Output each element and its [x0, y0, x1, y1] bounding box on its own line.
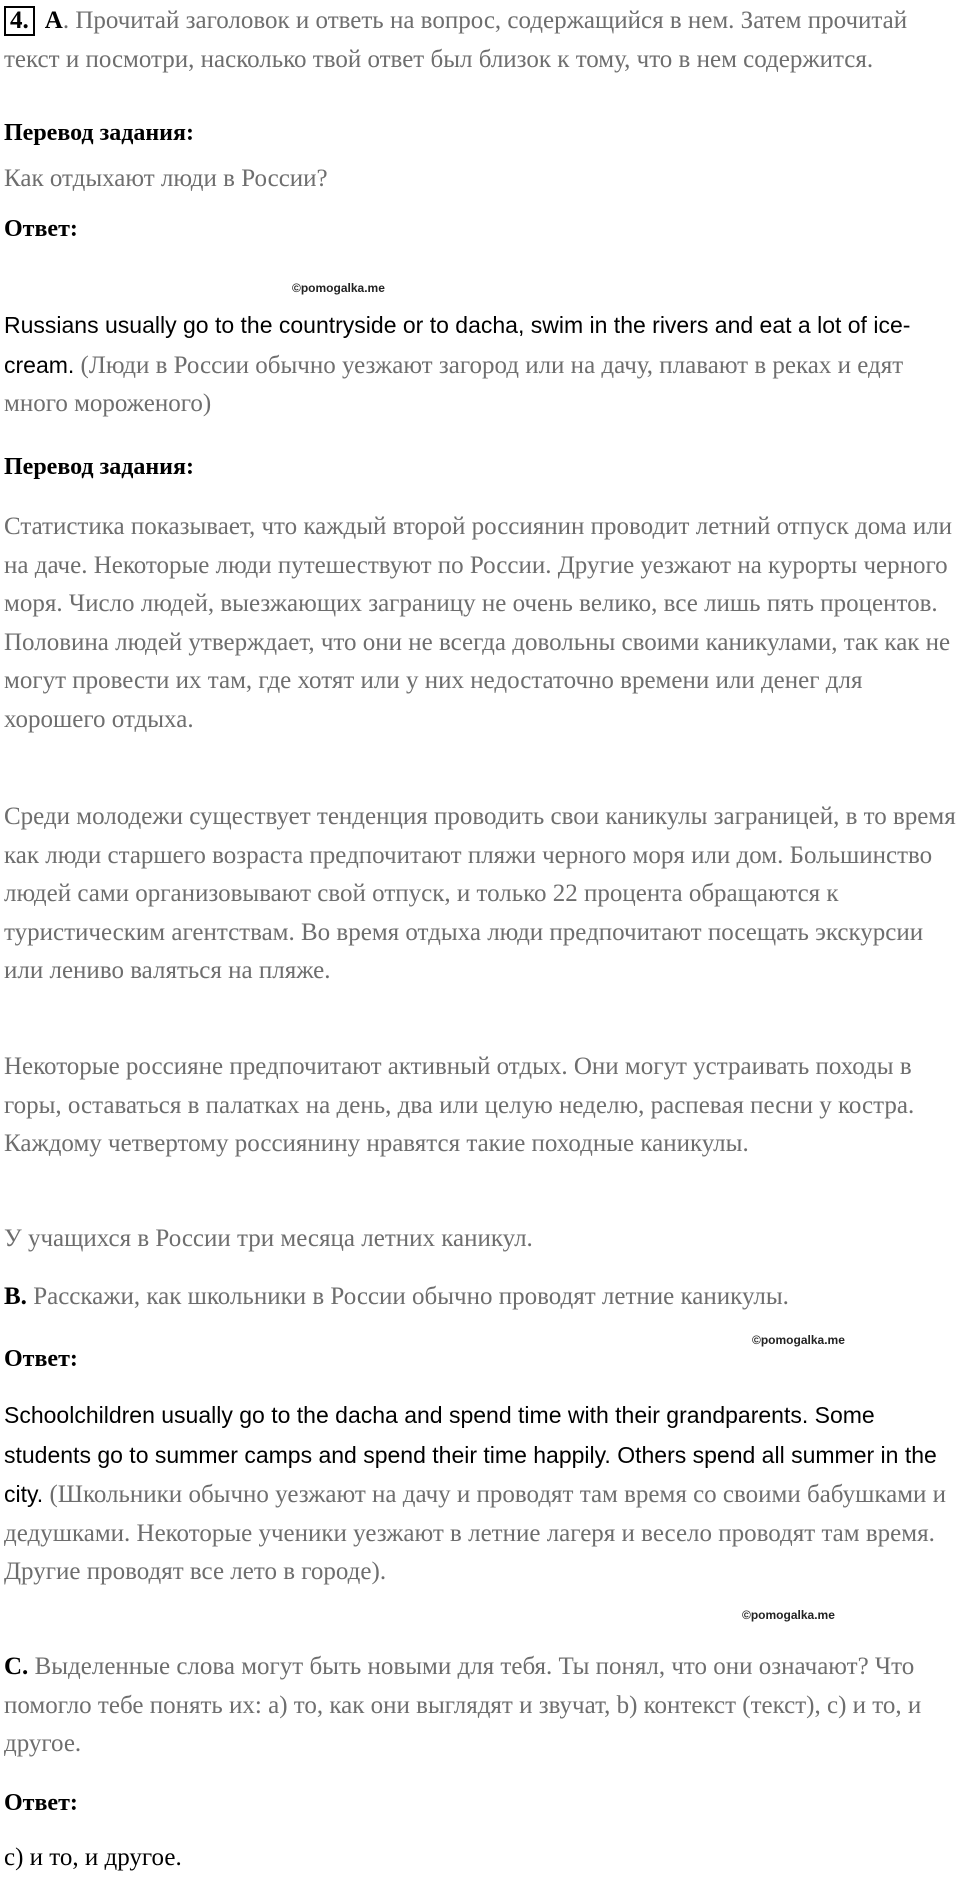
task-a-paragraph — [4, 2, 958, 79]
translation-heading: Перевод задания: — [4, 454, 194, 480]
task-b-paragraph — [4, 1278, 958, 1317]
task-number-box: 4. — [4, 6, 35, 36]
answer-1-russian: (Люди в России обычно уезжают загород или на дачу, плавают в реках и едят много мороженого) — [4, 351, 904, 417]
task-a-letter: A — [44, 7, 63, 34]
watermark: ©pomogalka.me — [292, 281, 385, 295]
text-paragraph: Статистика показывает, что каждый второй россиянин проводит летний отпуск дома или на даче. Некоторые люди путешествуют по России. Другие уезжают на курорты черного моря. Число людей, выезжающих заграницу не очень велико, все лишь пять процентов. Половина людей утверждает, что они не всегда довольны своими каникулами, так как не могут провести их там, где хотят или у них недостаточно времени или денег для хорошего отдыха. — [4, 513, 953, 733]
answer-heading: Ответ: — [4, 1790, 78, 1816]
answer-2-english: Schoolchildren usually go to the dacha and spend time with their grandparents. Some students go to summer camps and spend their time happily. Others spend all summer in the city. — [4, 1402, 937, 1507]
text-paragraph: Некоторые россияне предпочитают активный отдых. Они могут устраивать походы в горы, оставаться в палатках на день, два или целую неделю, распевая песни у костра. Каждому четвертому россиянину нравятся такие походные каникулы. — [4, 1053, 915, 1157]
answer-1-english: Russians usually go to the countryside or to dacha, swim in the rivers and eat a lot of ice-cream. — [4, 312, 911, 378]
task-c-letter: C. — [4, 1653, 29, 1680]
task-c-text: Выделенные слова могут быть новыми для тебя. Ты понял, что они означают? Что помогло тебе понять их: a) то, как они выглядят и звучат, b) контекст (текст), c) и то, и другое. — [4, 1653, 922, 1757]
watermark: ©pomogalka.me — [752, 1333, 845, 1347]
task-b-letter: B. — [4, 1283, 27, 1310]
watermark: ©pomogalka.me — [742, 1608, 835, 1622]
text-paragraph: Среди молодежи существует тенденция проводить свои каникулы заграницей, в то время как люди старшего возраста предпочитают пляжи черного моря или дом. Большинство людей сами организовывают свой отпуск, и только 22 процента обращаются к туристическим агентствам. Во время отдыха люди предпочитают посещать экскурсии или лениво валяться на пляже. — [4, 803, 956, 984]
answer-heading: Ответ: — [4, 1346, 78, 1372]
task-a-text: . Прочитай заголовок и ответь на вопрос, содержащийся в нем. Затем прочитай текст и посмотри, насколько твой ответ был близок к тому, что в нем содержится. — [4, 7, 908, 73]
task-b-text: Расскажи, как школьники в России обычно проводят летние каникулы. — [26, 1283, 789, 1310]
text-paragraph: У учащихся в России три месяца летних каникул. — [4, 1225, 533, 1252]
answer-2-paragraph — [4, 1396, 958, 1592]
translation-heading: Перевод задания: — [4, 120, 194, 146]
question-translation: Как отдыхают люди в России? — [4, 165, 328, 192]
answer-3-text: c) и то, и другое. — [4, 1844, 182, 1871]
task-c-paragraph — [4, 1648, 958, 1764]
answer-2-russian: (Школьники обычно уезжают на дачу и проводят там время со своими бабушками и дедушками. Некоторые ученики уезжают в летние лагеря и весело проводят там время. Другие проводят все лето в городе). — [4, 1481, 947, 1585]
answer-heading: Ответ: — [4, 216, 78, 242]
answer-1-paragraph — [4, 306, 958, 424]
